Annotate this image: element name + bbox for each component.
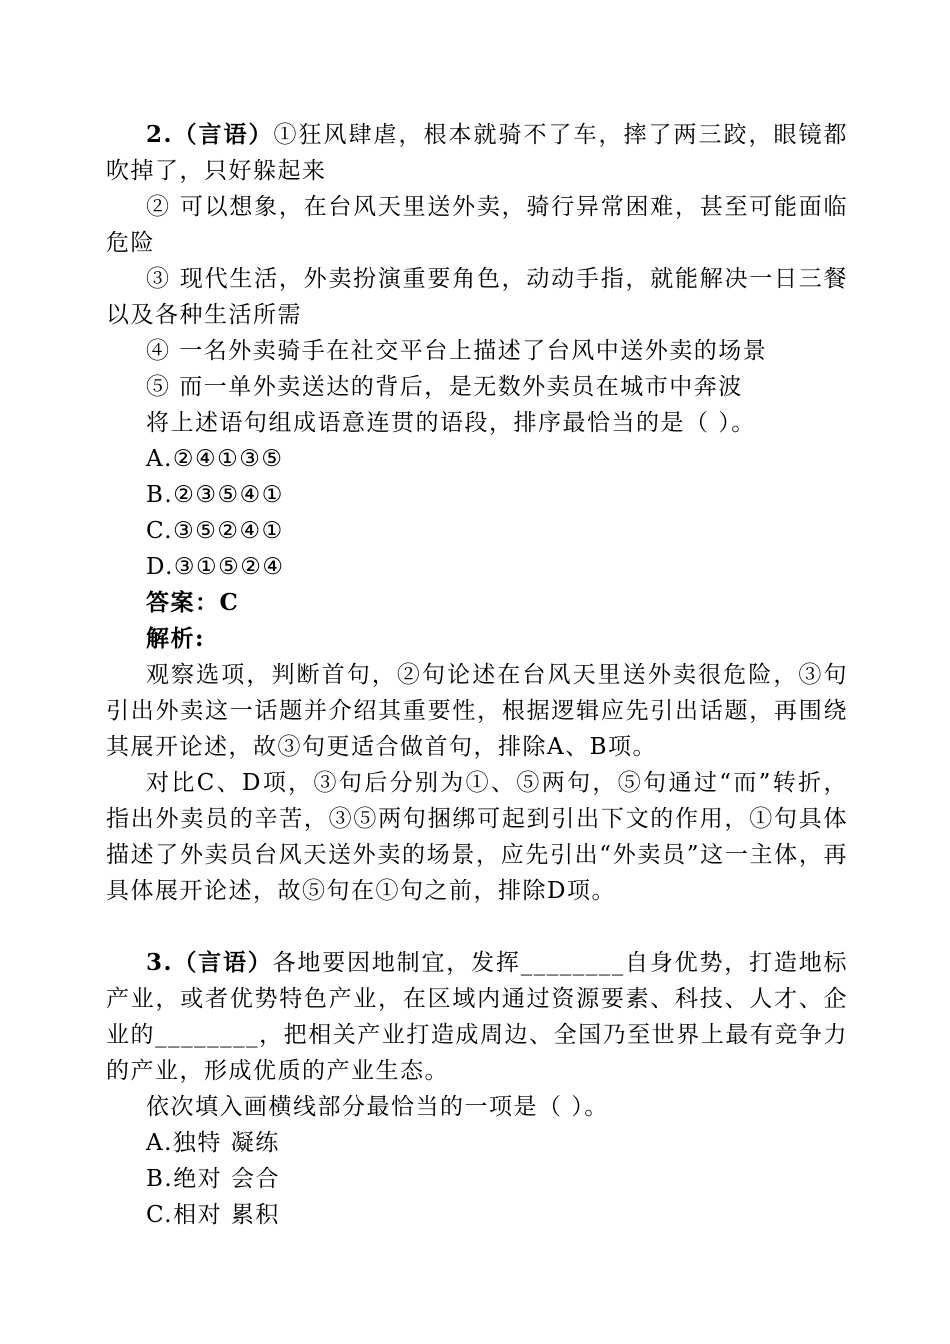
q2-option-a: A.②④①③⑤ xyxy=(146,446,284,472)
q2-sentence-4: ④ 一名外卖骑手在社交平台上描述了台风中送外卖的场景 xyxy=(146,338,768,364)
q2-option-b: B.②③⑤④① xyxy=(146,482,284,508)
q3-number: 3.（言语） xyxy=(146,949,273,976)
q2-stem xyxy=(106,117,848,189)
q2-question: 将上述语句组成语意连贯的语段，排序最恰当的是（ ）。 xyxy=(146,410,756,436)
q2-sentence-2: ② 可以想象，在台风天里送外卖，骑行异常困难，甚至可能面临危险 xyxy=(106,194,848,256)
q2-sentence-3: ③ 现代生活，外卖扮演重要角色，动动手指，就能解决一日三餐以及各种生活所需 xyxy=(106,266,848,328)
q3-option-a: A.独特 凝练 xyxy=(146,1130,280,1156)
q3-option-c: C.相对 累积 xyxy=(146,1202,280,1228)
q2-sentence-5: ⑤ 而一单外卖送达的背后，是无数外卖员在城市中奔波 xyxy=(146,374,743,400)
q3-option-b: B.绝对 会合 xyxy=(146,1166,281,1192)
q2-number: 2.（言语） xyxy=(146,121,274,148)
q2-answer: 答案：C xyxy=(146,589,240,616)
q3-stem xyxy=(106,945,848,1089)
q2-option-c: C.③⑤②④① xyxy=(146,518,284,544)
q2-analysis-paragraph-1: 观察选项，判断首句，②句论述在台风天里送外卖很危险，③句引出外卖这一话题并介绍其重要性，根据逻辑应先引出话题，再围绕其展开论述，故③句更适合做首句，排除A、B项。 xyxy=(106,662,848,760)
q2-option-d: D.③①⑤②④ xyxy=(146,554,285,580)
q2-sentence-1: ①狂风肆虐，根本就骑不了车，摔了两三跤，眼镜都吹掉了，只好躲起来 xyxy=(106,122,849,184)
section-gap xyxy=(106,909,848,945)
q2-analysis-paragraph-2: 对比C、D项，③句后分别为①、⑤两句，⑤句通过“而”转折，指出外卖员的辛苦，③⑤两句捆绑可起到引出下文的作用，①句具体描述了外卖员台风天送外卖的场景，应先引出“外卖员”这一主体，再具体展开论述，故⑤句在①句之前，排除D项。 xyxy=(106,770,848,904)
q3-text: 各地要因地制宜，发挥________自身优势，打造地标产业，或者优势特色产业，在区域内通过资源要素、科技、人才、企业的________，把相关产业打造成周边、全国乃至世界上最有竞争力的产业，形成优质的产业生态。 xyxy=(106,950,849,1084)
q3-question: 依次填入画横线部分最恰当的一项是（ ）。 xyxy=(146,1094,609,1120)
document-page xyxy=(106,117,848,1233)
q2-analysis-label: 解析: xyxy=(146,625,205,652)
